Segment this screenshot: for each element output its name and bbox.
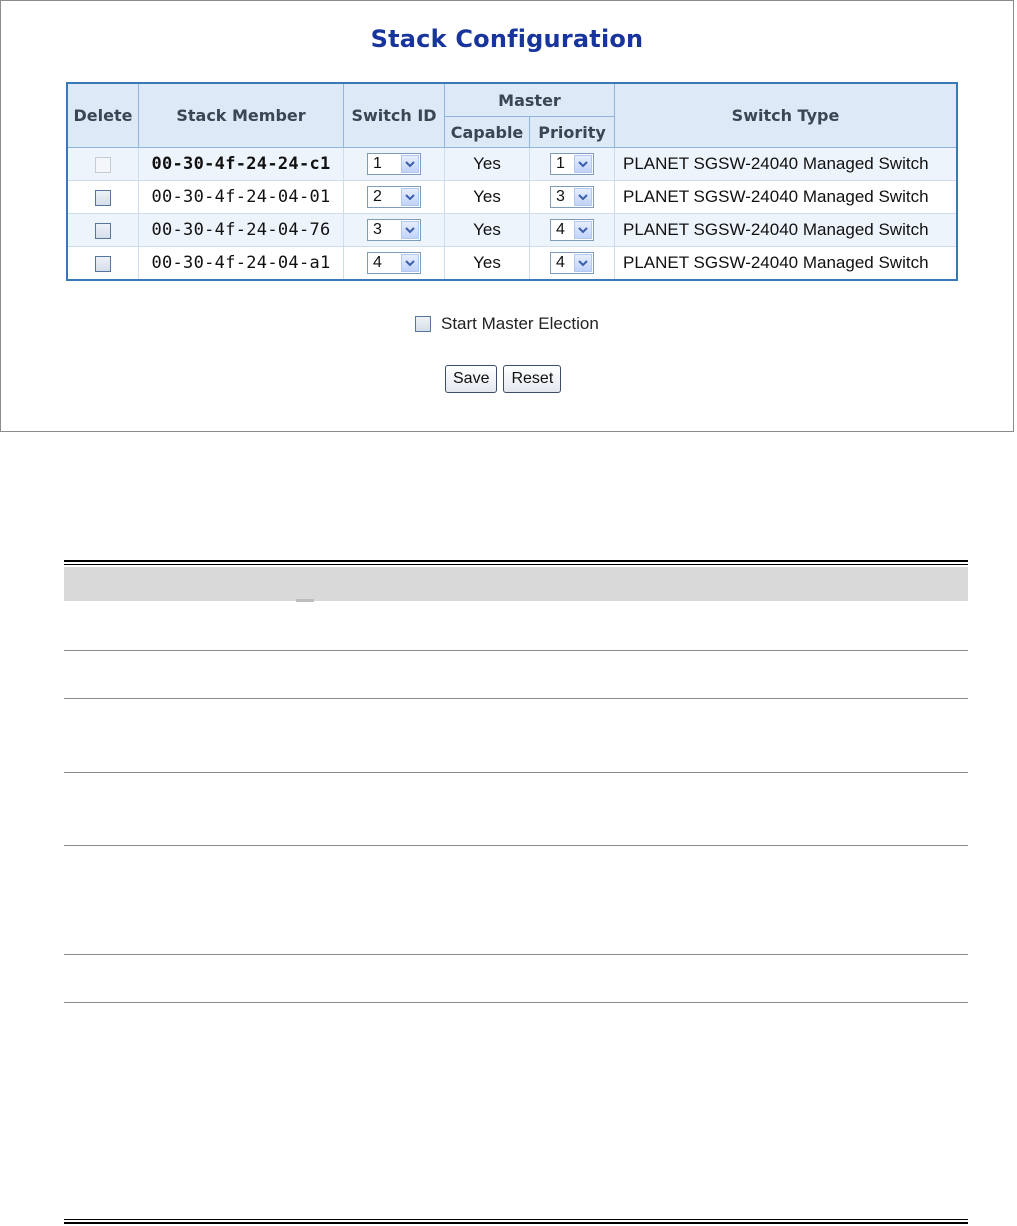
- switch-id-cell: [344, 214, 445, 247]
- chevron-down-icon[interactable]: [401, 221, 419, 239]
- priority-value: 3: [556, 188, 565, 205]
- chevron-down-icon[interactable]: [401, 155, 419, 173]
- doc-table-row-divider: [64, 1002, 968, 1003]
- delete-cell: [67, 214, 139, 247]
- priority-select[interactable]: [550, 186, 594, 208]
- priority-select[interactable]: [550, 153, 594, 175]
- doc-table-top-rule-inner: [64, 564, 968, 565]
- chevron-down-icon[interactable]: [574, 188, 592, 206]
- switch-type: PLANET SGSW-24040 Managed Switch: [615, 148, 958, 181]
- priority-value: 1: [556, 155, 565, 172]
- priority-value: 4: [556, 221, 565, 238]
- chevron-down-icon[interactable]: [401, 188, 419, 206]
- delete-cell: [67, 148, 139, 181]
- delete-checkbox: [95, 157, 111, 173]
- master-capable: Yes: [445, 214, 530, 247]
- header-delete: Delete: [67, 83, 139, 148]
- stack-member-mac: 00-30-4f-24-04-01: [139, 181, 344, 214]
- switch-id-cell: [344, 181, 445, 214]
- page-title: Stack Configuration: [370, 25, 644, 53]
- priority-value: 4: [556, 254, 565, 271]
- switch-type: PLANET SGSW-24040 Managed Switch: [615, 181, 958, 214]
- switch-id-select[interactable]: [367, 186, 421, 208]
- doc-table-row-divider: [64, 698, 968, 699]
- doc-table-header-mark: [296, 599, 314, 602]
- switch-id-value: 2: [373, 188, 382, 205]
- doc-table-header: [64, 567, 968, 601]
- stack-member-mac: 00-30-4f-24-04-76: [139, 214, 344, 247]
- priority-select[interactable]: [550, 252, 594, 274]
- chevron-down-icon[interactable]: [574, 254, 592, 272]
- switch-id-value: 3: [373, 221, 382, 238]
- start-master-election-label: Start Master Election: [441, 314, 599, 333]
- table-row: [67, 148, 957, 181]
- delete-checkbox[interactable]: [95, 256, 111, 272]
- switch-id-cell: [344, 247, 445, 281]
- reset-button[interactable]: Reset: [503, 365, 561, 393]
- doc-table-bottom-rule: [64, 1222, 968, 1224]
- chevron-down-icon[interactable]: [574, 155, 592, 173]
- chevron-down-icon[interactable]: [401, 254, 419, 272]
- stack-member-mac: 00-30-4f-24-24-c1: [139, 148, 344, 181]
- form-buttons: [445, 365, 561, 393]
- header-stack-member: Stack Member: [139, 83, 344, 148]
- switch-id-select[interactable]: [367, 219, 421, 241]
- switch-id-select[interactable]: [367, 252, 421, 274]
- chevron-down-icon[interactable]: [574, 221, 592, 239]
- master-election-option[interactable]: [415, 314, 599, 334]
- table-row: [67, 247, 957, 281]
- priority-cell: [530, 181, 615, 214]
- priority-select[interactable]: [550, 219, 594, 241]
- switch-id-cell: [344, 148, 445, 181]
- master-capable: Yes: [445, 247, 530, 281]
- doc-table-row-divider: [64, 650, 968, 651]
- stack-member-mac: 00-30-4f-24-04-a1: [139, 247, 344, 281]
- switch-id-value: 1: [373, 155, 382, 172]
- table-row: [67, 181, 957, 214]
- switch-id-value: 4: [373, 254, 382, 271]
- start-master-election-checkbox[interactable]: [415, 316, 431, 332]
- doc-table-top-rule: [64, 560, 968, 562]
- stack-configuration-panel: [0, 0, 1014, 432]
- header-master: Master: [445, 83, 615, 117]
- header-switch-id: Switch ID: [344, 83, 445, 148]
- priority-cell: [530, 247, 615, 281]
- doc-table-bottom-rule-inner: [64, 1219, 968, 1220]
- header-priority: Priority: [530, 117, 615, 148]
- priority-cell: [530, 148, 615, 181]
- save-button[interactable]: Save: [445, 365, 497, 393]
- switch-type: PLANET SGSW-24040 Managed Switch: [615, 247, 958, 281]
- switch-type: PLANET SGSW-24040 Managed Switch: [615, 214, 958, 247]
- master-capable: Yes: [445, 148, 530, 181]
- stack-table: [66, 82, 958, 281]
- priority-cell: [530, 214, 615, 247]
- table-row: [67, 214, 957, 247]
- delete-cell: [67, 181, 139, 214]
- header-capable: Capable: [445, 117, 530, 148]
- doc-table-row-divider: [64, 954, 968, 955]
- switch-id-select[interactable]: [367, 153, 421, 175]
- header-switch-type: Switch Type: [615, 83, 958, 148]
- delete-checkbox[interactable]: [95, 223, 111, 239]
- delete-cell: [67, 247, 139, 281]
- delete-checkbox[interactable]: [95, 190, 111, 206]
- doc-table-row-divider: [64, 772, 968, 773]
- master-capable: Yes: [445, 181, 530, 214]
- doc-table-row-divider: [64, 845, 968, 846]
